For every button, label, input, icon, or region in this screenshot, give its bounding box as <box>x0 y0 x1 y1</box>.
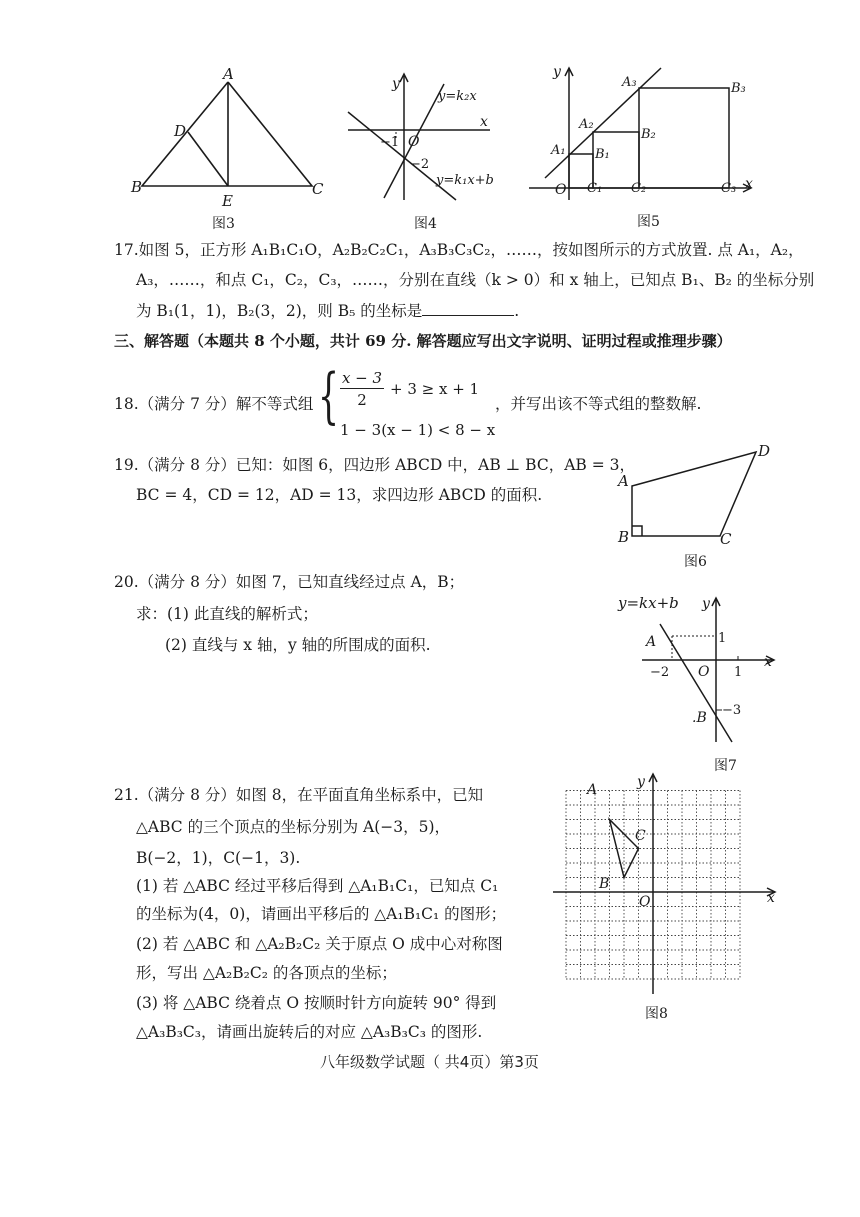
fig4-origin: O <box>408 134 420 150</box>
q20-line3: (2) 直线与 x 轴，y 轴的所围成的面积. <box>165 636 431 654</box>
fig7-tick-neg2: −2 <box>650 665 670 680</box>
fig8-y-label: y <box>637 774 645 790</box>
q21-line2: △ABC 的三个顶点的坐标分别为 A(−3，5)， <box>136 818 451 836</box>
fig7-tick-neg3: −3 <box>722 703 742 718</box>
fig5-b3: B₃ <box>731 81 746 96</box>
section-3-heading: 三、解答题（本题共 8 个小题，共计 69 分. 解答题应写出文字说明、证明过程或推理步骤） <box>114 332 732 350</box>
fig5-b1: B₁ <box>595 147 610 162</box>
figure-5 <box>525 58 765 232</box>
fig4-caption: 图4 <box>414 216 437 232</box>
figure-3 <box>128 66 328 232</box>
fig7-point-a: A <box>646 634 657 650</box>
fig3-point-a: A <box>223 66 234 83</box>
fig6-point-b: B <box>618 528 630 546</box>
fig3-point-b: B <box>131 178 143 196</box>
fig7-point-b: .B <box>692 710 707 726</box>
fig5-a1: A₁ <box>551 143 566 158</box>
fig5-c3: C₃ <box>721 181 737 196</box>
q21-line1: 21.（满分 8 分）如图 8，在平面直角坐标系中，已知 <box>114 786 484 804</box>
fig7-origin: O <box>698 664 710 680</box>
fig4-y-label: y <box>392 76 400 92</box>
fig5-a3: A₃ <box>622 75 637 90</box>
fig8-point-a: A <box>587 782 598 798</box>
fig5-a2: A₂ <box>579 117 594 132</box>
q18-ineq1-denominator: 2 <box>357 391 367 409</box>
fig5-y-label: y <box>553 64 561 80</box>
fig7-x-label: x <box>764 654 772 670</box>
fig5-origin: O <box>555 182 567 198</box>
fig4-neg1: −1 <box>380 135 400 150</box>
fig4-neg2: −2 <box>410 157 430 172</box>
q21-line8: (3) 将 △ABC 绕着点 O 按顺时针方向旋转 90° 得到 <box>136 994 497 1012</box>
q17-line2: A₃，……，和点 C₁，C₂，C₃，……，分别在直线（k > 0）和 x 轴上，已知点 B₁、B₂ 的坐标分别 <box>136 271 815 289</box>
fig7-tick-y1: 1 <box>718 631 727 646</box>
q18-brace: { <box>318 361 340 431</box>
fig8-point-c: C <box>635 828 646 844</box>
fig7-y-label: y <box>702 596 710 612</box>
q21-line7: 形，写出 △A₂B₂C₂ 的各顶点的坐标； <box>136 964 397 982</box>
q17-line3 <box>136 301 519 321</box>
fig7-caption: 图7 <box>714 758 737 774</box>
fig6-point-a: A <box>618 472 629 490</box>
figure-7 <box>612 590 788 776</box>
fig3-caption: 图3 <box>212 216 235 232</box>
figure-6 <box>606 440 786 570</box>
q17-line3-end: . <box>514 302 520 320</box>
q17-line3-text: 为 B₁(1，1)，B₂(3，2)，则 B₅ 的坐标是 <box>136 302 423 320</box>
fig5-caption: 图5 <box>637 214 660 230</box>
fig3-point-c: C <box>312 180 324 198</box>
q18-ineq1-numerator: x − 3 <box>341 369 383 387</box>
fig8-point-b: B <box>599 876 610 892</box>
fig6-point-d: D <box>758 442 771 460</box>
fig4-line-k2: y=k₂x <box>438 89 477 104</box>
figure-8 <box>545 766 785 1028</box>
fig3-point-d: D <box>174 122 187 140</box>
page-footer: 八年级数学试题（ 共4页）第3页 <box>320 1053 539 1071</box>
fig8-x-label: x <box>767 890 775 906</box>
fig5-c1: C₁ <box>587 181 603 196</box>
q19-line2: BC = 4，CD = 12，AD = 13，求四边形 ABCD 的面积. <box>136 486 543 504</box>
fig6-caption: 图6 <box>684 554 707 570</box>
q18-prefix: 18.（满分 7 分）解不等式组 <box>114 395 314 413</box>
q21-line9: △A₃B₃C₃，请画出旋转后的对应 △A₃B₃C₃ 的图形. <box>136 1023 483 1041</box>
q17-line1: 17.如图 5，正方形 A₁B₁C₁O，A₂B₂C₂C₁，A₃B₃C₃C₂，……，按如图所示的方式放置. 点 A₁，A₂， <box>114 241 804 259</box>
q18-ineq2: 1 − 3(x − 1) < 8 − x <box>340 421 496 439</box>
fig7-tick-x1: 1 <box>734 665 743 680</box>
fig5-x-label: x <box>745 176 753 192</box>
q21-line6: (2) 若 △ABC 和 △A₂B₂C₂ 关于原点 O 成中心对称图 <box>136 935 503 953</box>
fig4-x-label: x <box>480 114 488 130</box>
figure-4 <box>340 66 510 232</box>
fig8-caption: 图8 <box>645 1006 668 1022</box>
q20-line2: 求：(1) 此直线的解析式； <box>136 605 318 623</box>
q21-line4: (1) 若 △ABC 经过平移后得到 △A₁B₁C₁，已知点 C₁ <box>136 877 499 895</box>
fig8-origin: O <box>639 894 651 910</box>
q21-line3: B(−2，1)，C(−1，3). <box>136 849 301 867</box>
q21-line5: 的坐标为(4，0)，请画出平移后的 △A₁B₁C₁ 的图形； <box>136 905 507 923</box>
q20-line1: 20.（满分 8 分）如图 7，已知直线经过点 A，B； <box>114 573 465 591</box>
fig6-point-c: C <box>720 530 732 548</box>
fig4-line-k1: y=k₁x+b <box>436 173 494 188</box>
q18-fraction-bar <box>340 388 384 389</box>
q18-ineq1-rest: + 3 ≥ x + 1 <box>390 380 480 398</box>
q18-suffix: ，并写出该不等式组的整数解. <box>495 395 702 413</box>
fig5-b2: B₂ <box>641 127 656 142</box>
fig7-equation: y=kx+b <box>618 594 679 612</box>
fig3-point-e: E <box>222 192 233 210</box>
q17-answer-blank[interactable] <box>422 301 514 316</box>
fig5-c2: C₂ <box>631 181 647 196</box>
q19-line1: 19.（满分 8 分）已知：如图 6，四边形 ABCD 中，AB ⊥ BC，AB = 3， <box>114 456 636 474</box>
